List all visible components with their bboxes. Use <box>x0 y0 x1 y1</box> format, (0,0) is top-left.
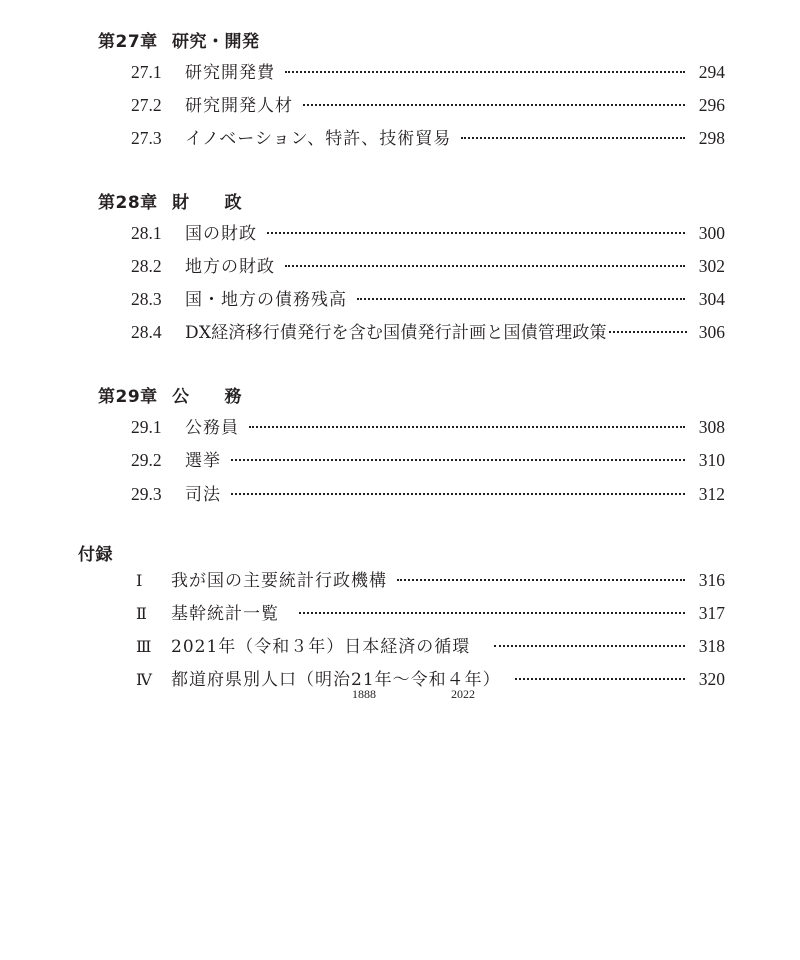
dot-leader <box>609 331 687 333</box>
dot-leader <box>397 579 685 581</box>
entry-number: 28.1 <box>131 223 162 243</box>
entry-number: Ⅱ <box>136 604 147 623</box>
entry-title: 地方の財政 <box>185 257 275 277</box>
toc-entry-29-3[interactable] <box>131 480 725 505</box>
page-number: 302 <box>698 256 725 276</box>
page-number: 316 <box>698 570 725 590</box>
chapter-27-heading <box>98 27 260 52</box>
dot-leader <box>285 265 685 267</box>
dot-leader <box>285 71 685 73</box>
entry-title: 司法 <box>185 485 221 505</box>
chapter-number: 第27章 <box>98 32 158 52</box>
entry-number: Ⅲ <box>136 637 152 656</box>
appendix-entry-1[interactable] <box>136 566 725 591</box>
year-annotation-1888: 1888 <box>352 687 376 701</box>
page-number: 318 <box>698 636 725 656</box>
entry-number: 28.3 <box>131 289 162 309</box>
chapter-28-heading <box>98 188 242 213</box>
entry-title: 2021年（令和３年）日本経済の循環 <box>171 637 471 657</box>
page-number: 310 <box>698 450 725 470</box>
entry-title: 公務員 <box>185 418 239 438</box>
toc-entry-29-1[interactable] <box>131 413 725 438</box>
entry-title: 研究開発人材 <box>185 96 293 116</box>
entry-title: 研究開発費 <box>185 63 275 83</box>
dot-leader <box>231 493 685 495</box>
toc-entry-27-3[interactable] <box>131 124 725 149</box>
entry-number: 29.1 <box>131 417 162 437</box>
chapter-title: 公 務 <box>172 387 242 407</box>
appendix-entry-4[interactable] <box>136 665 725 690</box>
page-number: 298 <box>698 128 725 148</box>
dot-leader <box>267 232 685 234</box>
entry-title: 国・地方の債務残高 <box>185 290 347 310</box>
entry-title: 都道府県別人口（明治21年～令和４年） <box>171 670 501 690</box>
dot-leader <box>461 137 685 139</box>
page-number: 320 <box>698 669 725 689</box>
page-number: 294 <box>698 62 725 82</box>
page-number: 300 <box>698 223 725 243</box>
dot-leader <box>357 298 685 300</box>
dot-leader <box>299 612 685 614</box>
entry-number: 29.2 <box>131 450 162 470</box>
page-number: 304 <box>698 289 725 309</box>
year-annotation-2022: 2022 <box>451 687 475 701</box>
page-number: 308 <box>698 417 725 437</box>
page-number: 317 <box>698 603 725 623</box>
appendix-entry-2[interactable] <box>136 599 725 624</box>
toc-entry-27-2[interactable] <box>131 91 725 116</box>
page-number: 306 <box>698 322 725 342</box>
entry-number: 28.4 <box>131 322 162 342</box>
page-number: 312 <box>698 484 725 504</box>
page-number: 296 <box>698 95 725 115</box>
chapter-title: 研究・開発 <box>172 32 260 52</box>
chapter-number: 第29章 <box>98 387 158 407</box>
entry-number: 27.2 <box>131 95 162 115</box>
entry-title: 我が国の主要統計行政機構 <box>171 571 387 591</box>
entry-number: 29.3 <box>131 484 162 504</box>
entry-number: 27.1 <box>131 62 162 82</box>
toc-entry-29-2[interactable] <box>131 446 725 471</box>
entry-number: Ⅳ <box>136 670 152 689</box>
entry-number: 28.2 <box>131 256 162 276</box>
dot-leader <box>231 459 685 461</box>
entry-title: DX経済移行債発行を含む国債発行計画と国債管理政策 <box>185 323 607 343</box>
dot-leader <box>249 426 685 428</box>
dot-leader <box>303 104 685 106</box>
chapter-number: 第28章 <box>98 193 158 213</box>
chapter-29-heading <box>98 382 242 407</box>
appendix-entry-3[interactable] <box>136 632 725 657</box>
entry-title: イノベーション、特許、技術貿易 <box>185 129 452 149</box>
chapter-title: 財 政 <box>172 193 242 213</box>
toc-entry-28-4[interactable] <box>131 318 725 343</box>
entry-title: 基幹統計一覧 <box>171 604 279 624</box>
entry-number: 27.3 <box>131 128 162 148</box>
entry-title: 国の財政 <box>185 224 257 244</box>
entry-number: Ⅰ <box>136 571 143 590</box>
dot-leader <box>515 678 685 680</box>
toc-entry-28-1[interactable] <box>131 219 725 244</box>
toc-entry-28-3[interactable] <box>131 285 725 310</box>
toc-entry-28-2[interactable] <box>131 252 725 277</box>
appendix-heading: 付録 <box>78 545 113 565</box>
entry-title: 選挙 <box>185 451 221 471</box>
toc-entry-27-1[interactable] <box>131 58 725 83</box>
dot-leader <box>494 645 685 647</box>
